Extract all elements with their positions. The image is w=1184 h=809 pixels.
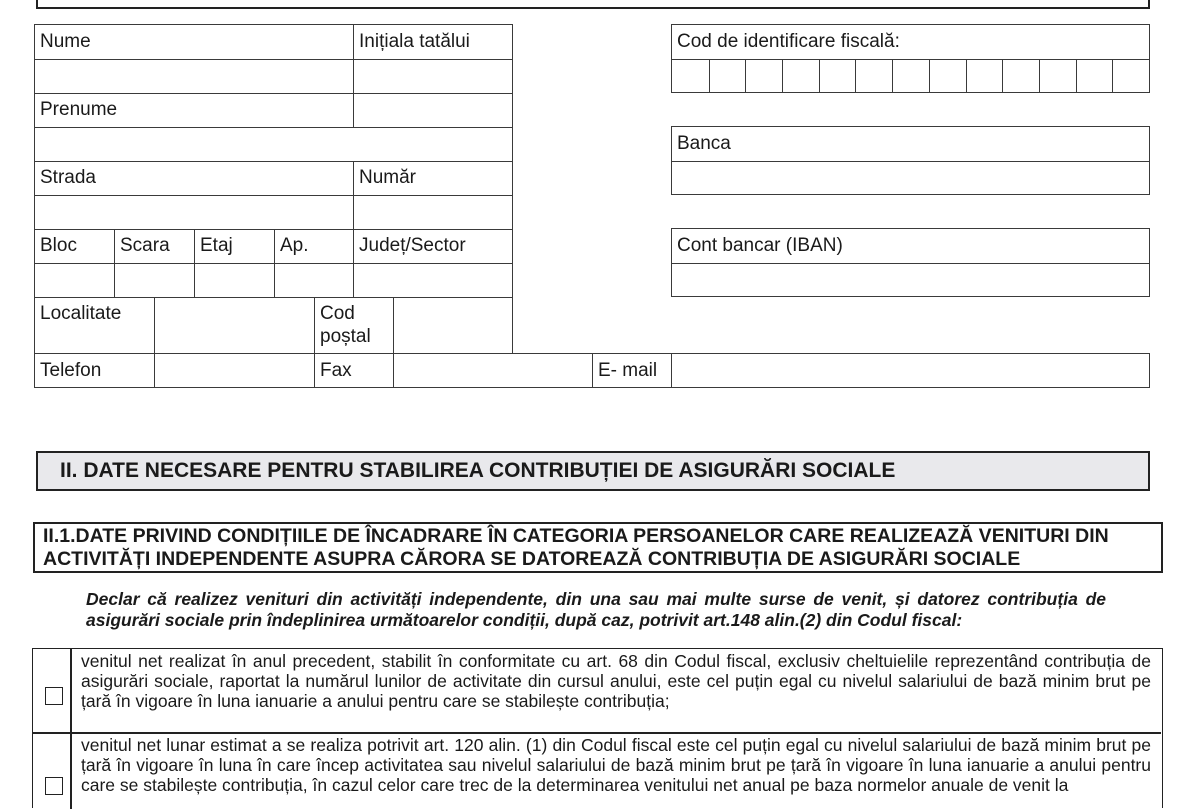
grid-line bbox=[314, 297, 315, 353]
iban-label: Cont bancar (IBAN) bbox=[677, 235, 843, 256]
criteria-column-line bbox=[70, 649, 72, 809]
cif-digit-cell[interactable] bbox=[929, 60, 966, 92]
strada-field[interactable] bbox=[35, 196, 353, 229]
email-field[interactable] bbox=[672, 354, 1149, 387]
fax-label: Fax bbox=[320, 360, 352, 381]
cif-box bbox=[671, 24, 1150, 93]
grid-line bbox=[35, 93, 512, 94]
judet-sector-label: Județ/Sector bbox=[359, 235, 466, 256]
criteria-table bbox=[32, 648, 1163, 808]
initiala-tatalui-field[interactable] bbox=[354, 60, 512, 93]
etaj-label: Etaj bbox=[200, 235, 233, 256]
cod-postal-field[interactable] bbox=[394, 298, 512, 353]
cif-digit-cell[interactable] bbox=[1112, 60, 1149, 92]
scara-label: Scara bbox=[120, 235, 170, 256]
identity-grid bbox=[34, 24, 513, 354]
telefon-label: Telefon bbox=[40, 360, 102, 381]
strada-label: Strada bbox=[40, 167, 96, 188]
cif-digit-cell[interactable] bbox=[672, 60, 709, 92]
criterion-2-checkbox[interactable] bbox=[45, 777, 63, 795]
criterion-1-checkbox[interactable] bbox=[45, 687, 63, 705]
nume-field[interactable] bbox=[35, 60, 353, 93]
criterion-2-text: venitul net lunar estimat a se realiza potrivit art. 120 alin. (1) din Codul fiscal este cel puțin egal cu nivelul salariului de bază minim brut pe țară în vigoare în luna în care încep activitatea sau nivelul salariului de bază minim brut pe țară în vigoare în luna ianuarie a anului pentru care se stabilește contribuția, în cazul celor care trec de la determinarea venitului net anual pe baza normelor anuale de venit la bbox=[81, 735, 1151, 795]
cif-digit-cell[interactable] bbox=[1076, 60, 1113, 92]
cif-digit-cell[interactable] bbox=[819, 60, 856, 92]
grid-line bbox=[35, 161, 512, 162]
initiala-tatalui-label: Inițiala tatălui bbox=[359, 31, 470, 52]
apartament-label: Ap. bbox=[280, 235, 309, 256]
numar-field[interactable] bbox=[354, 196, 512, 229]
section-ii-title: II. DATE NECESARE PENTRU STABILIREA CONTRIBUȚIEI DE ASIGURĂRI SOCIALE bbox=[36, 451, 1150, 491]
cod-postal-label-line2: poștal bbox=[320, 326, 371, 347]
telefon-field[interactable] bbox=[155, 354, 314, 387]
apartament-field[interactable] bbox=[275, 264, 353, 297]
cod-postal-label-line1: Cod bbox=[320, 303, 355, 324]
cif-digit-cell[interactable] bbox=[855, 60, 892, 92]
cif-label: Cod de identificare fiscală: bbox=[677, 31, 900, 52]
cif-digit-cells bbox=[672, 60, 1149, 92]
criteria-row-line bbox=[33, 732, 1161, 734]
grid-line bbox=[592, 354, 593, 387]
nume-label: Nume bbox=[40, 31, 91, 52]
iban-field[interactable] bbox=[672, 264, 1149, 296]
prenume-label: Prenume bbox=[40, 99, 118, 120]
cif-digit-cell[interactable] bbox=[709, 60, 746, 92]
cif-digit-cell[interactable] bbox=[966, 60, 1003, 92]
bloc-field[interactable] bbox=[35, 264, 114, 297]
declaration-text: Declar că realizez venituri din activități independente, din una sau mai multe surse de venit, și datorez contribuția de asigurări sociale prin îndeplinirea următoarelor condiții, după caz, potrivit art.148 alin.(2) din Codul fiscal: bbox=[86, 589, 1106, 630]
section-i-title-frame bbox=[36, 0, 1150, 9]
banca-label: Banca bbox=[677, 133, 731, 154]
banca-box bbox=[671, 126, 1150, 195]
email-label: E- mail bbox=[598, 360, 658, 381]
prenume-field[interactable] bbox=[35, 128, 512, 161]
cif-digit-cell[interactable] bbox=[782, 60, 819, 92]
numar-label: Număr bbox=[359, 167, 417, 188]
contact-row bbox=[34, 353, 1150, 388]
banca-field[interactable] bbox=[672, 162, 1149, 194]
cif-digit-cell[interactable] bbox=[1039, 60, 1076, 92]
etaj-field[interactable] bbox=[195, 264, 274, 297]
cif-digit-cell[interactable] bbox=[745, 60, 782, 92]
localitate-label: Localitate bbox=[40, 303, 122, 324]
scara-field[interactable] bbox=[115, 264, 194, 297]
cif-digit-cell[interactable] bbox=[892, 60, 929, 92]
grid-line bbox=[314, 354, 315, 387]
criterion-1-text: venitul net realizat în anul precedent, stabilit în conformitate cu art. 68 din Codul fiscal, exclusiv cheltuielile reprezentând contribuția de asigurări sociale, raportat la numărul lunilor de activitate din cursul anului, este cel puțin egal cu nivelul salariului de bază minim brut pe țară în vigoare în luna ianuarie a anului pentru care se stabilește contribuția; bbox=[81, 651, 1151, 711]
cif-digit-cell[interactable] bbox=[1002, 60, 1039, 92]
section-ii-1-title: II.1.DATE PRIVIND CONDIȚIILE DE ÎNCADRARE ÎN CATEGORIA PERSOANELOR CARE REALIZEAZĂ VENITURI DIN ACTIVITĂȚI INDEPENDENTE ASUPRA CĂRORA SE DATOREAZĂ CONTRIBUȚIA DE ASIGURĂRI SOCIALE bbox=[33, 522, 1163, 573]
bloc-label: Bloc bbox=[40, 235, 77, 256]
fax-field[interactable] bbox=[394, 354, 592, 387]
localitate-field[interactable] bbox=[155, 298, 314, 353]
judet-sector-field[interactable] bbox=[354, 264, 512, 297]
iban-box bbox=[671, 228, 1150, 297]
